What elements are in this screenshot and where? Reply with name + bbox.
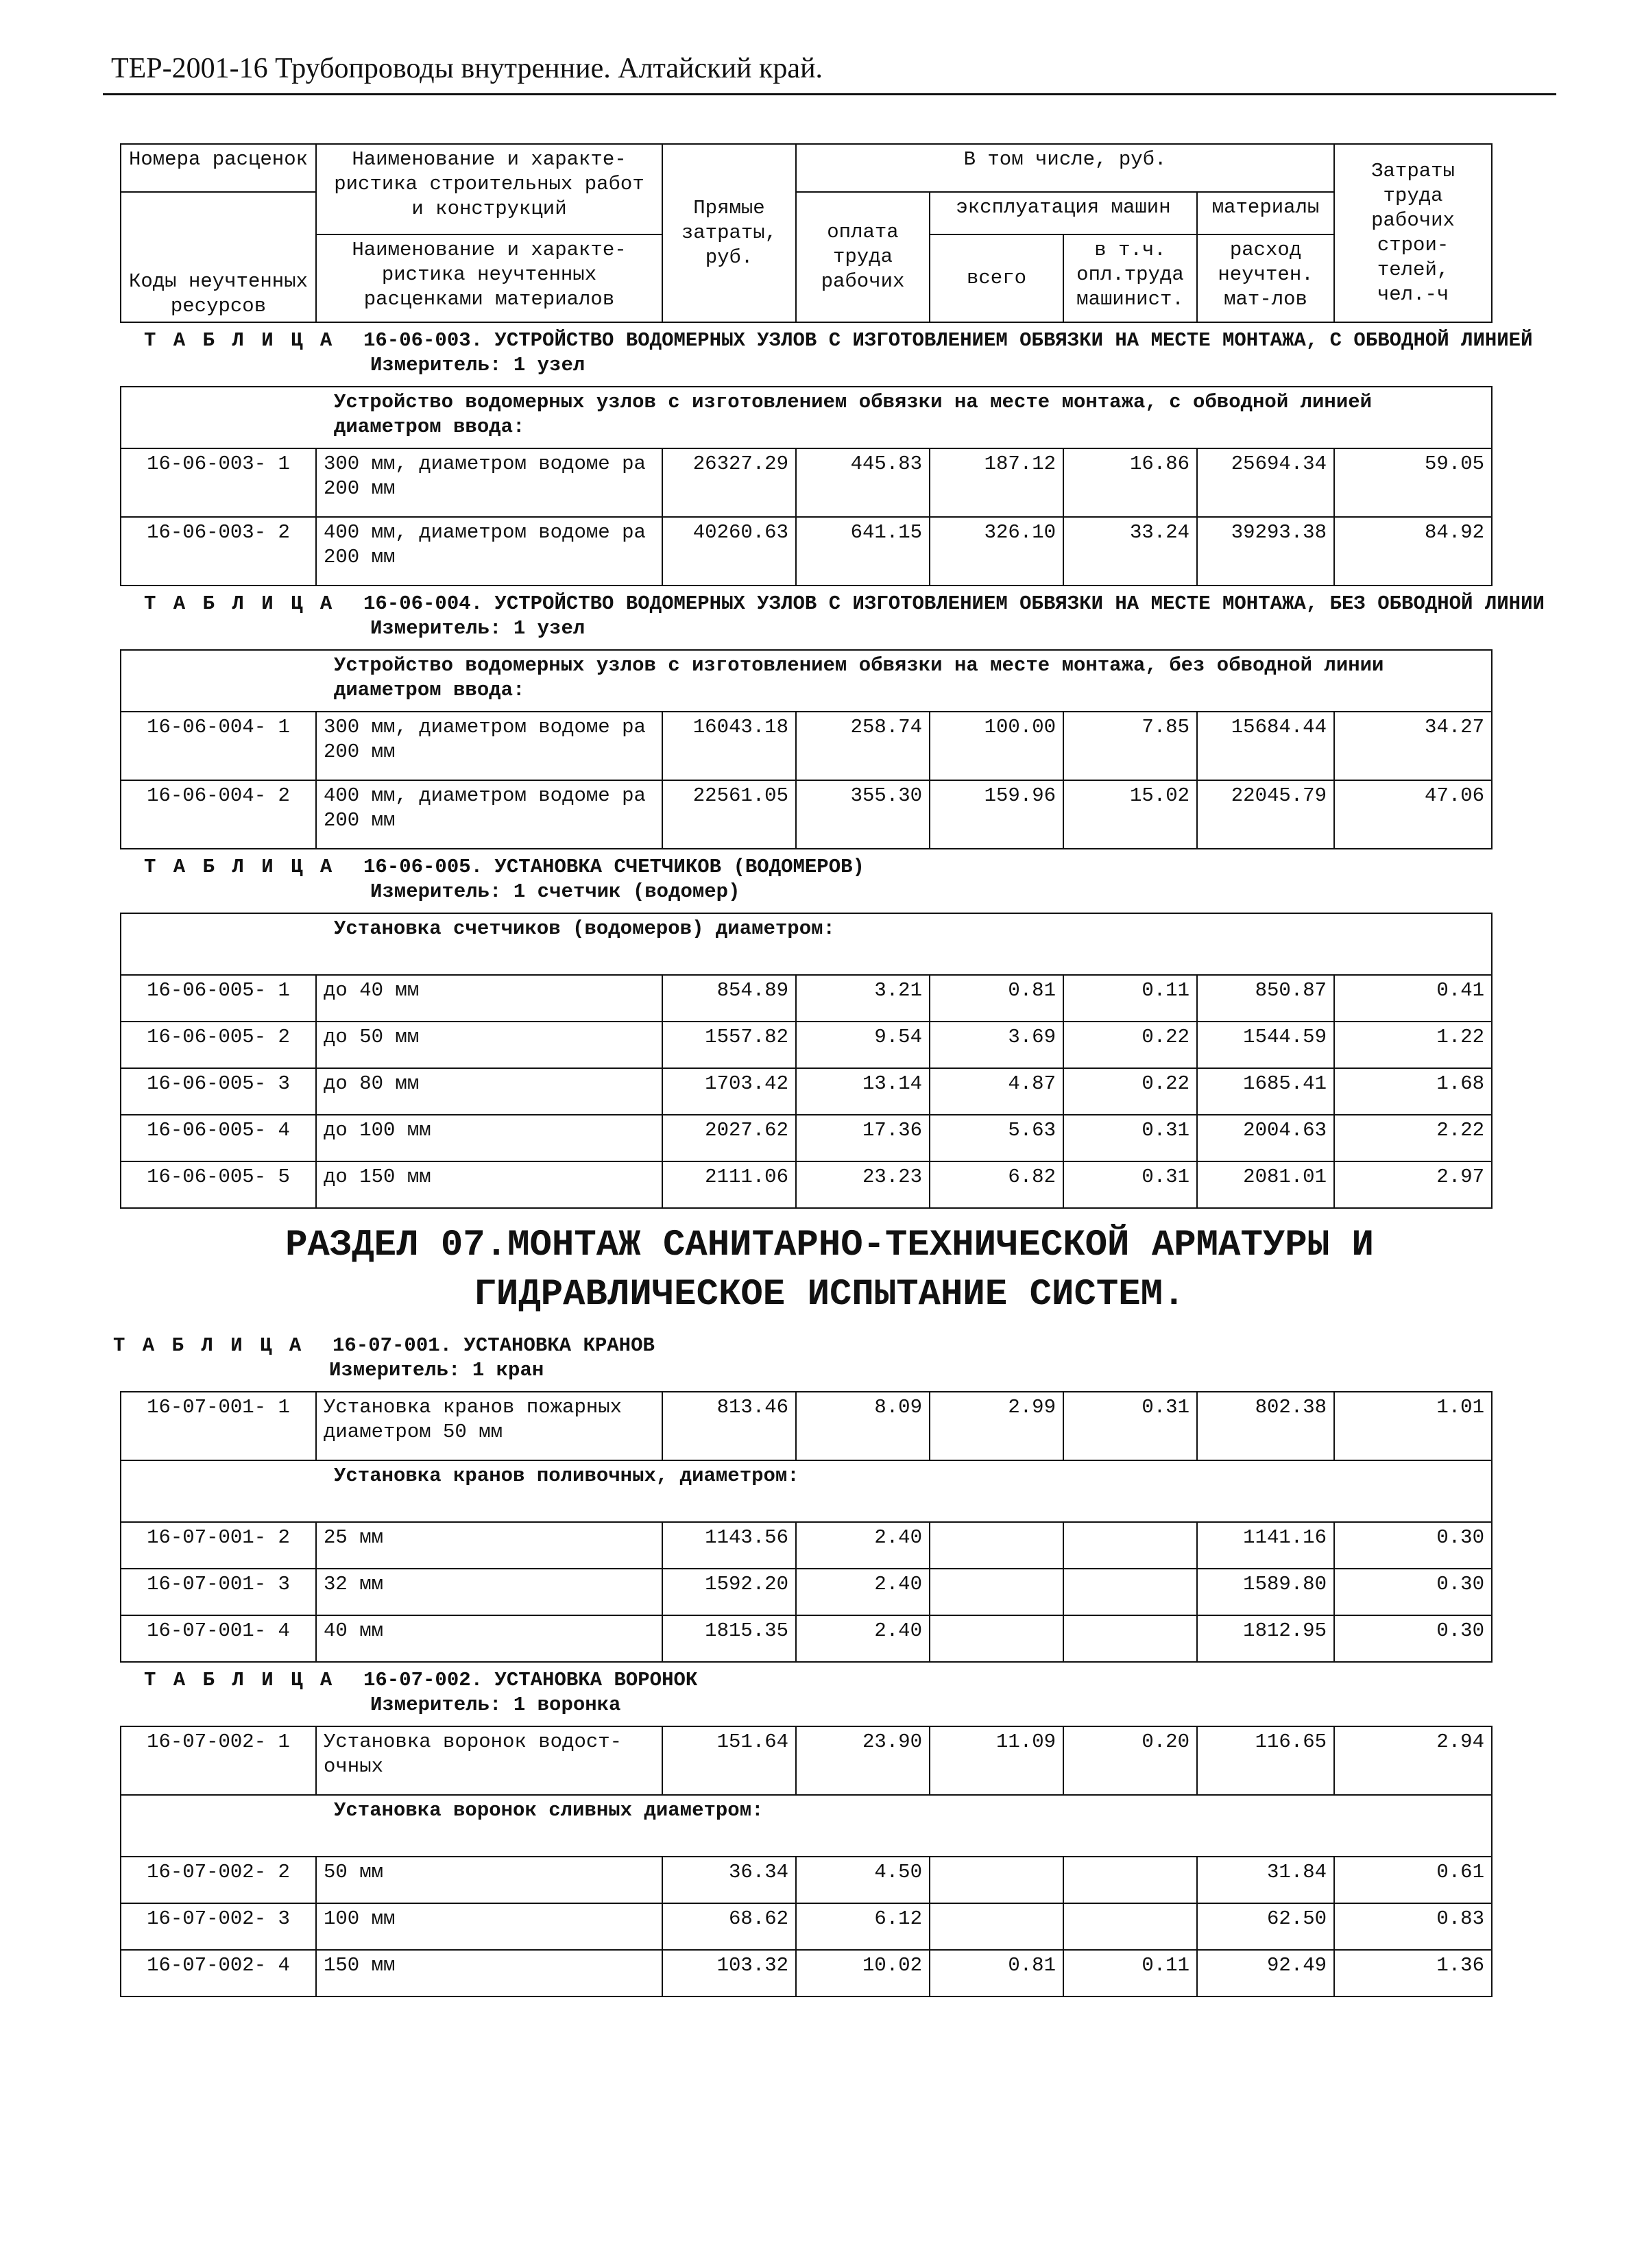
table-row	[121, 1615, 1492, 1662]
caption-title: 16-06-004. УСТРОЙСТВО ВОДОМЕРНЫХ УЗЛОВ С ИЗГОТОВЛЕНИЕМ ОБВЯЗКИ НА МЕСТЕ МОНТАЖА, БЕЗ ОБВОДНОЙ ЛИНИИ	[363, 592, 1545, 615]
rate-code: 16-07-001- 1	[121, 1392, 316, 1460]
labor-pay: 3.21	[796, 975, 930, 1022]
table-caption	[144, 592, 1556, 641]
labor-hours: 0.41	[1334, 975, 1492, 1022]
rate-name: 32 мм	[316, 1569, 662, 1615]
caption-unit: Измеритель: 1 счетчик (водомер)	[370, 880, 740, 903]
caption-unit: Измеритель: 1 узел	[370, 617, 585, 640]
labor-hours: 0.83	[1334, 1903, 1492, 1950]
rate-name: до 40 мм	[316, 975, 662, 1022]
labor-pay: 2.40	[796, 1615, 930, 1662]
labor-pay: 355.30	[796, 780, 930, 849]
labor-pay: 4.50	[796, 1857, 930, 1903]
machines-total: 187.12	[930, 448, 1063, 517]
machines-total: 3.69	[930, 1022, 1063, 1068]
labor-pay: 17.36	[796, 1115, 930, 1161]
labor-pay: 258.74	[796, 712, 930, 780]
running-head: ТЕР-2001-16 Трубопроводы внутренние. Алтайский край.	[103, 48, 1556, 95]
driver-pay: 0.31	[1063, 1161, 1197, 1208]
rate-code: 16-06-003- 2	[121, 517, 316, 586]
materials-cost: 39293.38	[1197, 517, 1334, 586]
section-title-line-2: ГИДРАВЛИЧЕСКОЕ ИСПЫТАНИЕ СИСТЕМ.	[474, 1274, 1185, 1316]
caption-unit: Измеритель: 1 воронка	[370, 1693, 621, 1716]
labor-pay: 641.15	[796, 517, 930, 586]
materials-cost: 116.65	[1197, 1726, 1334, 1795]
machines-total: 326.10	[930, 517, 1063, 586]
direct-cost: 1557.82	[662, 1022, 796, 1068]
caption-title-row	[113, 1334, 1556, 1358]
labor-pay: 2.40	[796, 1569, 930, 1615]
rate-code: 16-07-002- 3	[121, 1903, 316, 1950]
caption-title-row	[144, 592, 1556, 616]
materials-cost: 850.87	[1197, 975, 1334, 1022]
table-row	[121, 1569, 1492, 1615]
caption-unit: Измеритель: 1 узел	[370, 354, 585, 376]
labor-hours: 0.61	[1334, 1857, 1492, 1903]
direct-cost: 40260.63	[662, 517, 796, 586]
data-table	[120, 1726, 1493, 1997]
table-caption	[113, 1334, 1556, 1383]
materials-cost: 31.84	[1197, 1857, 1334, 1903]
rate-code: 16-06-004- 2	[121, 780, 316, 849]
machines-total: 159.96	[930, 780, 1063, 849]
labor-hours: 34.27	[1334, 712, 1492, 780]
rate-name: 400 мм, диаметром водоме ра 200 мм	[316, 780, 662, 849]
caption-word: Т А Б Л И Ц А	[144, 856, 335, 878]
direct-cost: 26327.29	[662, 448, 796, 517]
machines-total: 6.82	[930, 1161, 1063, 1208]
machines-total	[930, 1522, 1063, 1569]
materials-cost: 1685.41	[1197, 1068, 1334, 1115]
caption-title-row	[144, 855, 1556, 880]
direct-cost: 36.34	[662, 1857, 796, 1903]
labor-pay: 9.54	[796, 1022, 930, 1068]
materials-cost: 2004.63	[1197, 1115, 1334, 1161]
rate-name: 300 мм, диаметром водоме ра 200 мм	[316, 712, 662, 780]
rate-code: 16-06-005- 5	[121, 1161, 316, 1208]
caption-title: 16-07-001. УСТАНОВКА КРАНОВ	[333, 1334, 655, 1357]
subheading: Устройство водомерных узлов с изготовлением обвязки на месте монтажа, без обводной линии диаметром ввода:	[121, 650, 1492, 712]
rate-name: до 80 мм	[316, 1068, 662, 1115]
labor-hours: 84.92	[1334, 517, 1492, 586]
subheading-row	[121, 650, 1492, 712]
rate-name: до 150 мм	[316, 1161, 662, 1208]
table-row	[121, 975, 1492, 1022]
table-caption	[144, 855, 1556, 904]
machines-total: 11.09	[930, 1726, 1063, 1795]
materials-cost: 92.49	[1197, 1950, 1334, 1996]
direct-cost: 813.46	[662, 1392, 796, 1460]
direct-cost: 16043.18	[662, 712, 796, 780]
rate-code: 16-06-005- 2	[121, 1022, 316, 1068]
labor-hours: 1.36	[1334, 1950, 1492, 1996]
table-row	[121, 1392, 1492, 1460]
table-row	[121, 448, 1492, 517]
labor-hours: 2.97	[1334, 1161, 1492, 1208]
labor-pay: 23.23	[796, 1161, 930, 1208]
table-row	[121, 517, 1492, 586]
caption-word: Т А Б Л И Ц А	[144, 592, 335, 615]
table-row	[121, 1022, 1492, 1068]
driver-pay: 0.31	[1063, 1392, 1197, 1460]
driver-pay: 0.22	[1063, 1022, 1197, 1068]
driver-pay: 0.11	[1063, 975, 1197, 1022]
direct-cost: 1592.20	[662, 1569, 796, 1615]
driver-pay: 0.31	[1063, 1115, 1197, 1161]
subheading-row	[121, 1460, 1492, 1522]
data-table	[120, 386, 1493, 586]
subheading: Устройство водомерных узлов с изготовлением обвязки на месте монтажа, с обводной линией диаметром ввода:	[121, 387, 1492, 448]
subheading-row	[121, 1795, 1492, 1857]
labor-hours: 2.94	[1334, 1726, 1492, 1795]
rate-code: 16-07-001- 3	[121, 1569, 316, 1615]
materials-cost: 1812.95	[1197, 1615, 1334, 1662]
labor-hours: 1.01	[1334, 1392, 1492, 1460]
machines-total: 0.81	[930, 1950, 1063, 1996]
caption-word: Т А Б Л И Ц А	[113, 1334, 304, 1357]
rate-name: до 50 мм	[316, 1022, 662, 1068]
column-header-table	[120, 143, 1493, 323]
header-total: всего	[930, 234, 1063, 322]
header-incl-driver: в т.ч. опл.труда машинист.	[1063, 234, 1197, 322]
driver-pay: 0.11	[1063, 1950, 1197, 1996]
caption-title-row	[144, 328, 1556, 353]
rate-code: 16-06-005- 4	[121, 1115, 316, 1161]
rate-name: 25 мм	[316, 1522, 662, 1569]
labor-pay: 2.40	[796, 1522, 930, 1569]
driver-pay	[1063, 1569, 1197, 1615]
rate-code: 16-07-002- 4	[121, 1950, 316, 1996]
header-labor-cost: Затраты труда рабочих строи-телей, чел.-ч	[1334, 144, 1492, 322]
materials-cost: 22045.79	[1197, 780, 1334, 849]
header-machines: эксплуатация машин	[930, 192, 1197, 234]
driver-pay: 0.22	[1063, 1068, 1197, 1115]
rate-code: 16-07-002- 2	[121, 1857, 316, 1903]
materials-cost: 1141.16	[1197, 1522, 1334, 1569]
subheading: Установка счетчиков (водомеров) диаметром:	[121, 913, 1492, 975]
labor-hours: 0.30	[1334, 1522, 1492, 1569]
direct-cost: 1703.42	[662, 1068, 796, 1115]
data-table	[120, 649, 1493, 849]
direct-cost: 2111.06	[662, 1161, 796, 1208]
machines-total: 0.81	[930, 975, 1063, 1022]
caption-title: 16-06-005. УСТАНОВКА СЧЕТЧИКОВ (ВОДОМЕРОВ)	[363, 856, 865, 878]
header-direct: Прямые затраты, руб.	[662, 144, 796, 322]
rate-code: 16-07-001- 2	[121, 1522, 316, 1569]
materials-cost: 15684.44	[1197, 712, 1334, 780]
table-row	[121, 1857, 1492, 1903]
table-caption	[144, 328, 1556, 378]
rate-code: 16-06-005- 3	[121, 1068, 316, 1115]
header-materials: материалы	[1197, 192, 1334, 234]
rate-code: 16-06-005- 1	[121, 975, 316, 1022]
subheading-row	[121, 387, 1492, 448]
direct-cost: 151.64	[662, 1726, 796, 1795]
caption-word: Т А Б Л И Ц А	[144, 329, 335, 352]
data-table	[120, 913, 1493, 1209]
subheading-row	[121, 913, 1492, 975]
header-name: Наименование и характе-ристика строительных работ и конструкций	[316, 144, 662, 234]
caption-title-row	[144, 1668, 1556, 1693]
machines-total: 100.00	[930, 712, 1063, 780]
rate-code: 16-07-001- 4	[121, 1615, 316, 1662]
machines-total	[930, 1569, 1063, 1615]
labor-pay: 10.02	[796, 1950, 930, 1996]
caption-title: 16-06-003. УСТРОЙСТВО ВОДОМЕРНЫХ УЗЛОВ С ИЗГОТОВЛЕНИЕМ ОБВЯЗКИ НА МЕСТЕ МОНТАЖА, С ОБВОДНОЙ ЛИНИЕЙ	[363, 329, 1533, 352]
materials-cost: 1589.80	[1197, 1569, 1334, 1615]
rate-name: 50 мм	[316, 1857, 662, 1903]
direct-cost: 1143.56	[662, 1522, 796, 1569]
caption-unit: Измеритель: 1 кран	[329, 1359, 544, 1382]
rate-name: 150 мм	[316, 1950, 662, 1996]
header-consumption: расход неучтен. мат-лов	[1197, 234, 1334, 322]
rate-name: до 100 мм	[316, 1115, 662, 1161]
driver-pay	[1063, 1857, 1197, 1903]
machines-total	[930, 1857, 1063, 1903]
direct-cost: 2027.62	[662, 1115, 796, 1161]
caption-title: 16-07-002. УСТАНОВКА ВОРОНОК	[363, 1669, 698, 1691]
driver-pay: 16.86	[1063, 448, 1197, 517]
caption-word: Т А Б Л И Ц А	[144, 1669, 335, 1691]
driver-pay: 7.85	[1063, 712, 1197, 780]
materials-cost: 1544.59	[1197, 1022, 1334, 1068]
document-page	[103, 48, 1556, 1997]
rate-name: 40 мм	[316, 1615, 662, 1662]
table-row	[121, 1161, 1492, 1208]
machines-total	[930, 1903, 1063, 1950]
direct-cost: 854.89	[662, 975, 796, 1022]
labor-pay: 8.09	[796, 1392, 930, 1460]
labor-pay: 13.14	[796, 1068, 930, 1115]
materials-cost: 62.50	[1197, 1903, 1334, 1950]
rate-code: 16-07-002- 1	[121, 1726, 316, 1795]
table-row	[121, 1903, 1492, 1950]
labor-hours: 2.22	[1334, 1115, 1492, 1161]
section-title	[103, 1221, 1556, 1320]
rate-code: 16-06-003- 1	[121, 448, 316, 517]
driver-pay	[1063, 1615, 1197, 1662]
machines-total: 4.87	[930, 1068, 1063, 1115]
direct-cost: 1815.35	[662, 1615, 796, 1662]
driver-pay: 15.02	[1063, 780, 1197, 849]
table-row	[121, 712, 1492, 780]
table-row	[121, 1522, 1492, 1569]
table-row	[121, 1115, 1492, 1161]
direct-cost: 22561.05	[662, 780, 796, 849]
rate-name: 400 мм, диаметром водоме ра 200 мм	[316, 517, 662, 586]
labor-hours: 0.30	[1334, 1569, 1492, 1615]
labor-hours: 0.30	[1334, 1615, 1492, 1662]
labor-pay: 6.12	[796, 1903, 930, 1950]
table-row	[121, 780, 1492, 849]
driver-pay	[1063, 1522, 1197, 1569]
driver-pay: 0.20	[1063, 1726, 1197, 1795]
materials-cost: 2081.01	[1197, 1161, 1334, 1208]
subheading: Установка воронок сливных диаметром:	[121, 1795, 1492, 1857]
materials-cost: 25694.34	[1197, 448, 1334, 517]
table-caption	[144, 1668, 1556, 1717]
data-table	[120, 1391, 1493, 1663]
driver-pay	[1063, 1903, 1197, 1950]
labor-pay: 445.83	[796, 448, 930, 517]
direct-cost: 103.32	[662, 1950, 796, 1996]
rate-name: 100 мм	[316, 1903, 662, 1950]
table-row	[121, 1726, 1492, 1795]
header-name2: Наименование и характе-ристика неучтенных расценками материалов	[316, 234, 662, 322]
driver-pay: 33.24	[1063, 517, 1197, 586]
subheading: Установка кранов поливочных, диаметром:	[121, 1460, 1492, 1522]
table-row	[121, 1068, 1492, 1115]
direct-cost: 68.62	[662, 1903, 796, 1950]
labor-pay: 23.90	[796, 1726, 930, 1795]
rate-name: Установка кранов пожарных диаметром 50 мм	[316, 1392, 662, 1460]
rate-name: Установка воронок водост-очных	[316, 1726, 662, 1795]
labor-hours: 1.68	[1334, 1068, 1492, 1115]
header-codes: Коды неучтенных ресурсов	[121, 192, 316, 322]
machines-total	[930, 1615, 1063, 1662]
labor-hours: 1.22	[1334, 1022, 1492, 1068]
table-row	[121, 1950, 1492, 1996]
machines-total: 2.99	[930, 1392, 1063, 1460]
labor-hours: 47.06	[1334, 780, 1492, 849]
section-title-line-1: РАЗДЕЛ 07.МОНТАЖ САНИТАРНО-ТЕХНИЧЕСКОЙ АРМАТУРЫ И	[285, 1225, 1374, 1266]
machines-total: 5.63	[930, 1115, 1063, 1161]
header-incl: В том числе, руб.	[796, 144, 1334, 192]
rate-name: 300 мм, диаметром водоме ра 200 мм	[316, 448, 662, 517]
materials-cost: 802.38	[1197, 1392, 1334, 1460]
rate-code: 16-06-004- 1	[121, 712, 316, 780]
labor-hours: 59.05	[1334, 448, 1492, 517]
header-nomera: Номера расценок	[121, 144, 316, 192]
header-labor-pay: оплата труда рабочих	[796, 192, 930, 322]
